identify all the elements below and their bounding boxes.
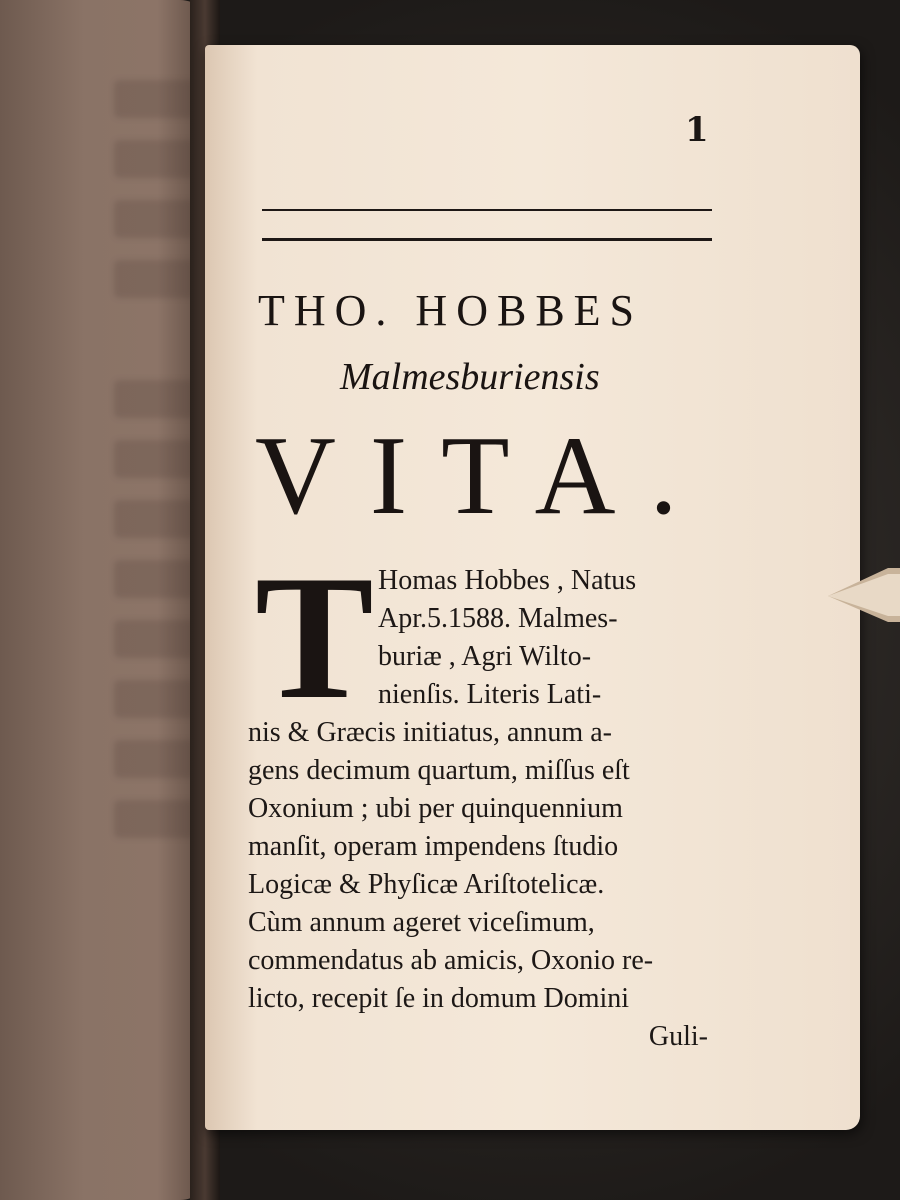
page-clip <box>828 568 900 622</box>
text-line-8: manſit, operam impendens ſtudio <box>248 831 619 862</box>
vita-title: VITA. <box>255 414 712 538</box>
text-line-6: gens decimum quartum, miſſus eſt <box>248 755 630 786</box>
text-line-4: nienſis. Literis Lati- <box>378 679 602 710</box>
facing-page <box>0 0 210 1200</box>
text-line-10: Cùm annum ageret viceſimum, <box>248 907 595 938</box>
text-line-11: commendatus ab amicis, Oxonio re- <box>248 945 654 976</box>
author-heading: THO. HOBBES <box>258 286 644 335</box>
author-subtitle: Malmesburiensis <box>340 356 600 398</box>
top-rule <box>262 209 712 211</box>
second-rule <box>262 238 712 241</box>
text-line-3: buriæ , Agri Wilto- <box>378 641 592 672</box>
page-number: 1 <box>685 110 709 150</box>
text-line-5: nis & Græcis initiatus, annum a- <box>248 717 612 748</box>
text-line-9: Logicæ & Phyſicæ Ariſtotelicæ. <box>248 869 605 900</box>
catchword: Guli- <box>648 1021 708 1052</box>
text-line-2: Apr.5.1588. Malmes- <box>378 603 618 634</box>
text-line-1-content: Homas Hobbes , Natus <box>378 565 637 596</box>
text-line-7: Oxonium ; ubi per quinquennium <box>248 793 623 824</box>
drop-cap: T <box>255 538 374 736</box>
text-line-12: licto, recepit ſe in domum Domini <box>248 983 630 1014</box>
text-line-1 <box>378 563 708 599</box>
